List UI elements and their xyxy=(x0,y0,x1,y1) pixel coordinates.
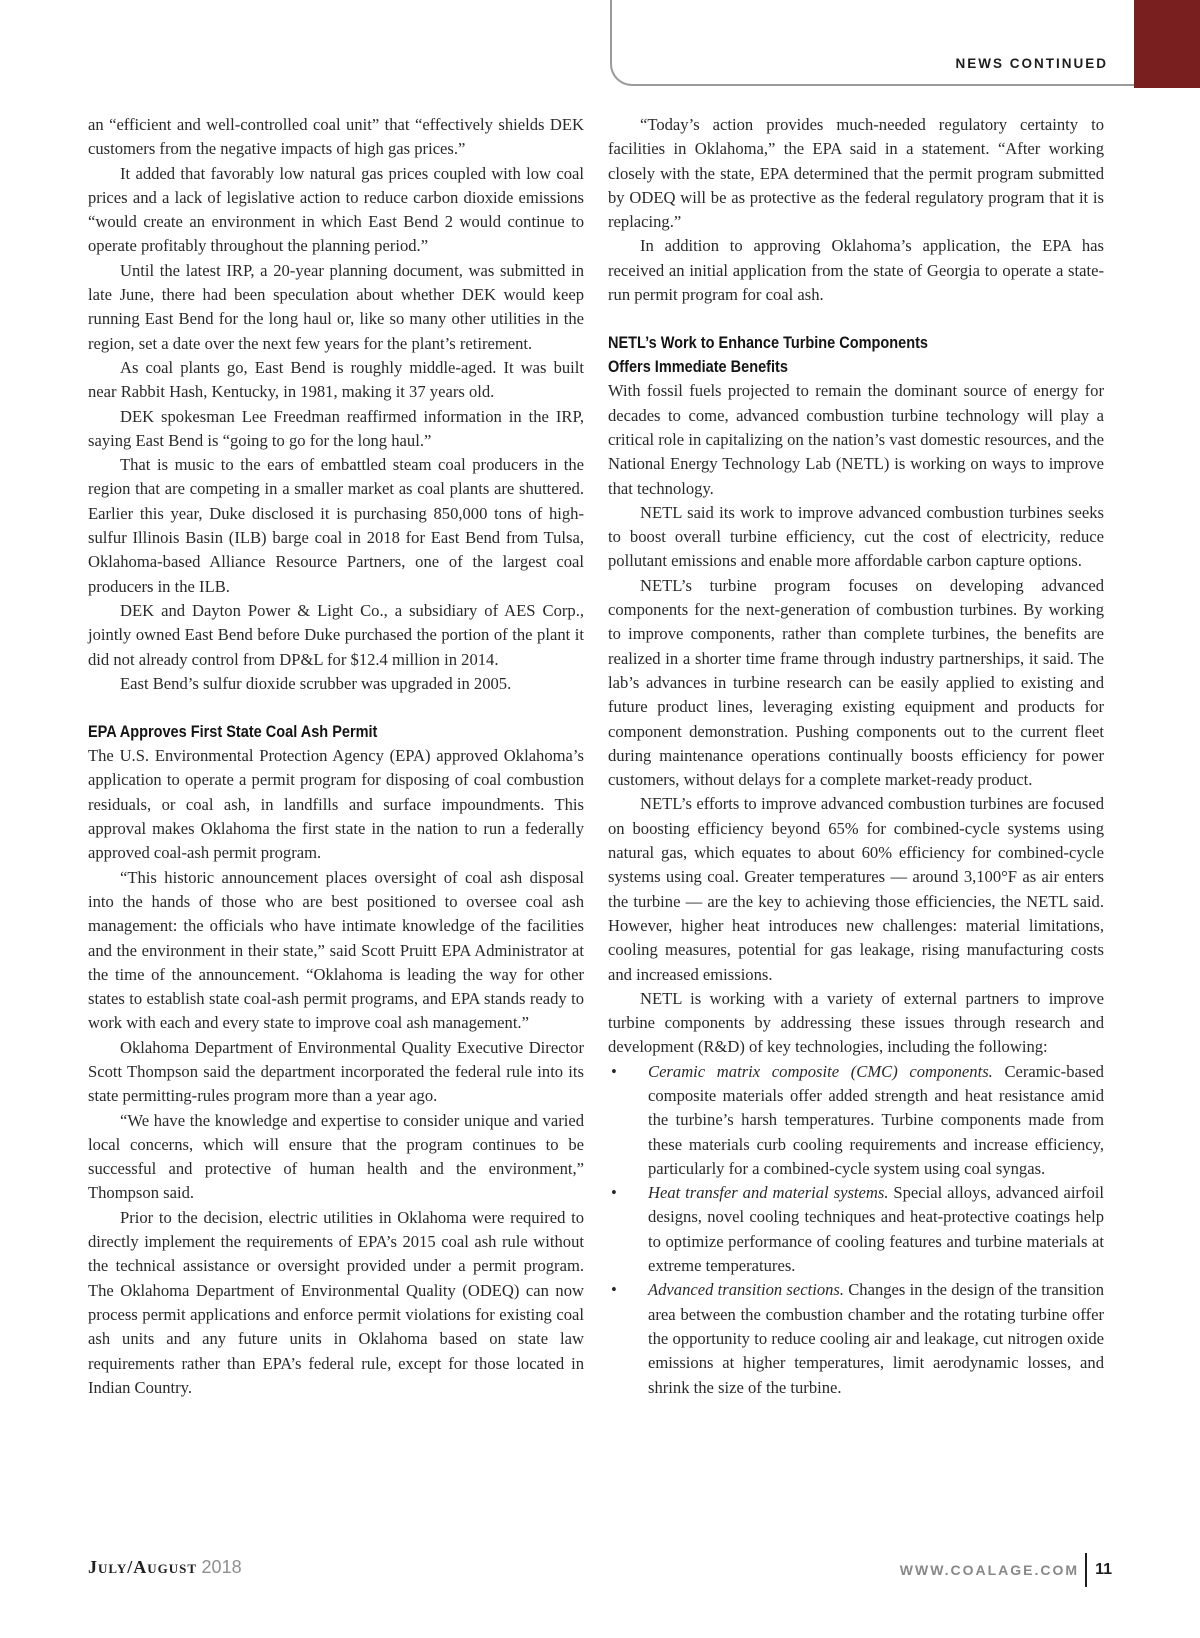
paragraph: Until the latest IRP, a 20-year planning document, was submitted in late June, there had been speculation about whether DEK would keep running East Bend for the long haul or, like so many other utilities in the region, set a date over the next few years for the plant’s retirement. xyxy=(88,260,584,353)
list-item-term: Ceramic matrix composite (CMC) components. xyxy=(648,1061,993,1081)
website-url: WWW.COALAGE.COM xyxy=(899,1562,1080,1578)
right-column xyxy=(608,113,1104,1400)
paragraph: That is music to the ears of embattled steam coal producers in the region that are competing in a smaller market as coal plants are shuttered. Earlier this year, Duke disclosed it is purchasing 850,000 tons of high-sulfur Illinois Basin (ILB) barge coal in 2018 for East Bend from Tulsa, Oklahoma-based Alliance Resource Partners, one of the largest coal producers in the ILB. xyxy=(88,455,584,596)
issue-year: 2018 xyxy=(201,1557,242,1577)
section-heading-epa: EPA Approves First State Coal Ash Permit xyxy=(88,723,378,742)
technology-list xyxy=(608,1060,1104,1400)
paragraph: With fossil fuels projected to remain the dominant source of energy for decades to come, advanced combustion turbine technology will play a critical role in capitalizing on the nation’s vast domestic resources, and the National Energy Technology Lab (NETL) is working on ways to improve that technology. xyxy=(608,381,1104,498)
paragraph: NETL’s efforts to improve advanced combustion turbines are focused on boosting efficiency beyond 65% for combined-cycle systems using natural gas, which equates to about 60% efficiency for combined-cycle systems using coal. Greater temperatures — around 3,100°F as air enters the turbine — are the key to achieving those efficiencies, the NETL said. However, higher heat introduces new challenges: material limitations, cooling measures, potential for gas leakage, rising manufacturing costs and increased emissions. xyxy=(608,794,1104,984)
left-column xyxy=(88,113,584,1400)
list-item-text: Special alloys, advanced airfoil designs, novel cooling techniques and heat-protective coatings help to optimize performance of cooling features and turbine materials at extreme temperatures. xyxy=(648,1183,1104,1276)
issue-month: July/August xyxy=(88,1557,198,1577)
paragraph: NETL is working with a variety of external partners to improve turbine components by addressing these issues through research and development (R&D) of key technologies, including the following: xyxy=(608,988,1104,1057)
paragraph: East Bend’s sulfur dioxide scrubber was upgraded in 2005. xyxy=(120,673,512,693)
list-item-term: Heat transfer and material systems. xyxy=(648,1183,889,1203)
section-heading-netl-line2: Offers Immediate Benefits xyxy=(608,358,788,377)
list-item xyxy=(608,1181,1104,1278)
paragraph: NETL’s turbine program focuses on developing advanced components for the next-generation of combustion turbines. By working to improve components, rather than complete turbines, the benefits are realized in a shorter time frame through industry partnerships, it said. The lab’s advances in turbine research can be easily applied to existing and future product lines, leveraging existing equipment and products for component demonstration. Pushing components out to the current fleet during maintenance operations continually boosts efficiency for power customers, without delays for a complete market-ready product. xyxy=(608,575,1104,790)
header-accent-bar xyxy=(1134,0,1200,88)
section-label: NEWS CONTINUED xyxy=(955,56,1108,71)
paragraph: “We have the knowledge and expertise to consider unique and varied local concerns, which will ensure that the program continues to be successful and protective of human health and the environment,” Thompson said. xyxy=(88,1110,584,1203)
paragraph: an “efficient and well-controlled coal unit” that “effectively shields DEK customers from the negative impacts of high gas prices.” xyxy=(88,115,584,159)
list-item-text: Changes in the design of the transition area between the combustion chamber and the rotating turbine offer the opportunity to reduce cooling air and leakage, cut nitrogen oxide emissions at higher temperatures, limit aerodynamic losses, and shrink the size of the turbine. xyxy=(648,1280,1104,1397)
paragraph: As coal plants go, East Bend is roughly middle-aged. It was built near Rabbit Hash, Kentucky, in 1981, making it 37 years old. xyxy=(88,357,584,402)
footer-site xyxy=(900,1552,1112,1588)
paragraph: NETL said its work to improve advanced combustion turbines seeks to boost overall turbine efficiency, cut the cost of electricity, reduce pollutant emissions and enable more affordable carbon capture options. xyxy=(608,502,1104,571)
paragraph: DEK and Dayton Power & Light Co., a subsidiary of AES Corp., jointly owned East Bend before Duke purchased the portion of the plant it did not already control from DP&L for $12.4 million in 2014. xyxy=(88,600,584,669)
footer-issue xyxy=(88,1557,242,1578)
footer-divider xyxy=(1085,1553,1087,1587)
paragraph: It added that favorably low natural gas prices coupled with low coal prices and a lack of legislative action to reduce carbon dioxide emissions “would create an environment in which East Bend 2 would continue to operate profitably throughout the planning period.” xyxy=(88,163,584,256)
paragraph: DEK spokesman Lee Freedman reaffirmed information in the IRP, saying East Bend is “going to go for the long haul.” xyxy=(88,406,584,450)
list-item xyxy=(608,1060,1104,1181)
paragraph: The U.S. Environmental Protection Agency (EPA) approved Oklahoma’s application to operate a permit program for disposing of coal combustion residuals, or coal ash, in landfills and surface impoundments. This approval makes Oklahoma the first state in the nation to run a federally approved coal-ash permit program. xyxy=(88,746,584,863)
paragraph: “Today’s action provides much-needed regulatory certainty to facilities in Oklahoma,” the EPA said in a statement. “After working closely with the state, EPA determined that the permit program submitted by ODEQ will be as protective as the federal regulatory program that it is replacing.” xyxy=(608,115,1104,232)
list-item-text: Ceramic-based composite materials offer added strength and heat resistance amid the turbine’s harsh temperatures. Turbine components made from these materials curb cooling requirements and increase efficiency, particularly for a combined-cycle system using coal syngas. xyxy=(648,1061,1104,1178)
paragraph: Oklahoma Department of Environmental Quality Executive Director Scott Thompson said the department incorporated the federal rule into its state permitting-rules program more than a year ago. xyxy=(88,1037,584,1106)
list-item xyxy=(608,1278,1104,1399)
list-item-term: Advanced transition sections. xyxy=(648,1280,845,1300)
section-heading-netl: NETL’s Work to Enhance Turbine Components xyxy=(608,334,929,353)
paragraph: In addition to approving Oklahoma’s application, the EPA has received an initial application from the state of Georgia to operate a state-run permit program for coal ash. xyxy=(608,236,1104,305)
paragraph: Prior to the decision, electric utilities in Oklahoma were required to directly implement the requirements of EPA’s 2015 coal ash rule without the technical assistance or oversight provided under a permit program. The Oklahoma Department of Environmental Quality (ODEQ) can now process permit applications and enforce permit violations for existing coal ash units and any future units in Oklahoma based on state law requirements rather than EPA’s federal rule, except for those located in Indian Country. xyxy=(88,1207,584,1397)
page-number: 11 xyxy=(1095,1561,1112,1578)
paragraph: “This historic announcement places oversight of coal ash disposal into the hands of those who are best positioned to oversee coal ash management: the officials who have intimate knowledge of the facilities and the environment in their state,” said Scott Pruitt EPA Administrator at the time of the announcement. “Oklahoma is leading the way for other states to establish state coal-ash permit programs, and EPA stands ready to work with each and every state to improve coal ash management.” xyxy=(88,867,584,1033)
header-tab-frame xyxy=(610,0,1134,86)
